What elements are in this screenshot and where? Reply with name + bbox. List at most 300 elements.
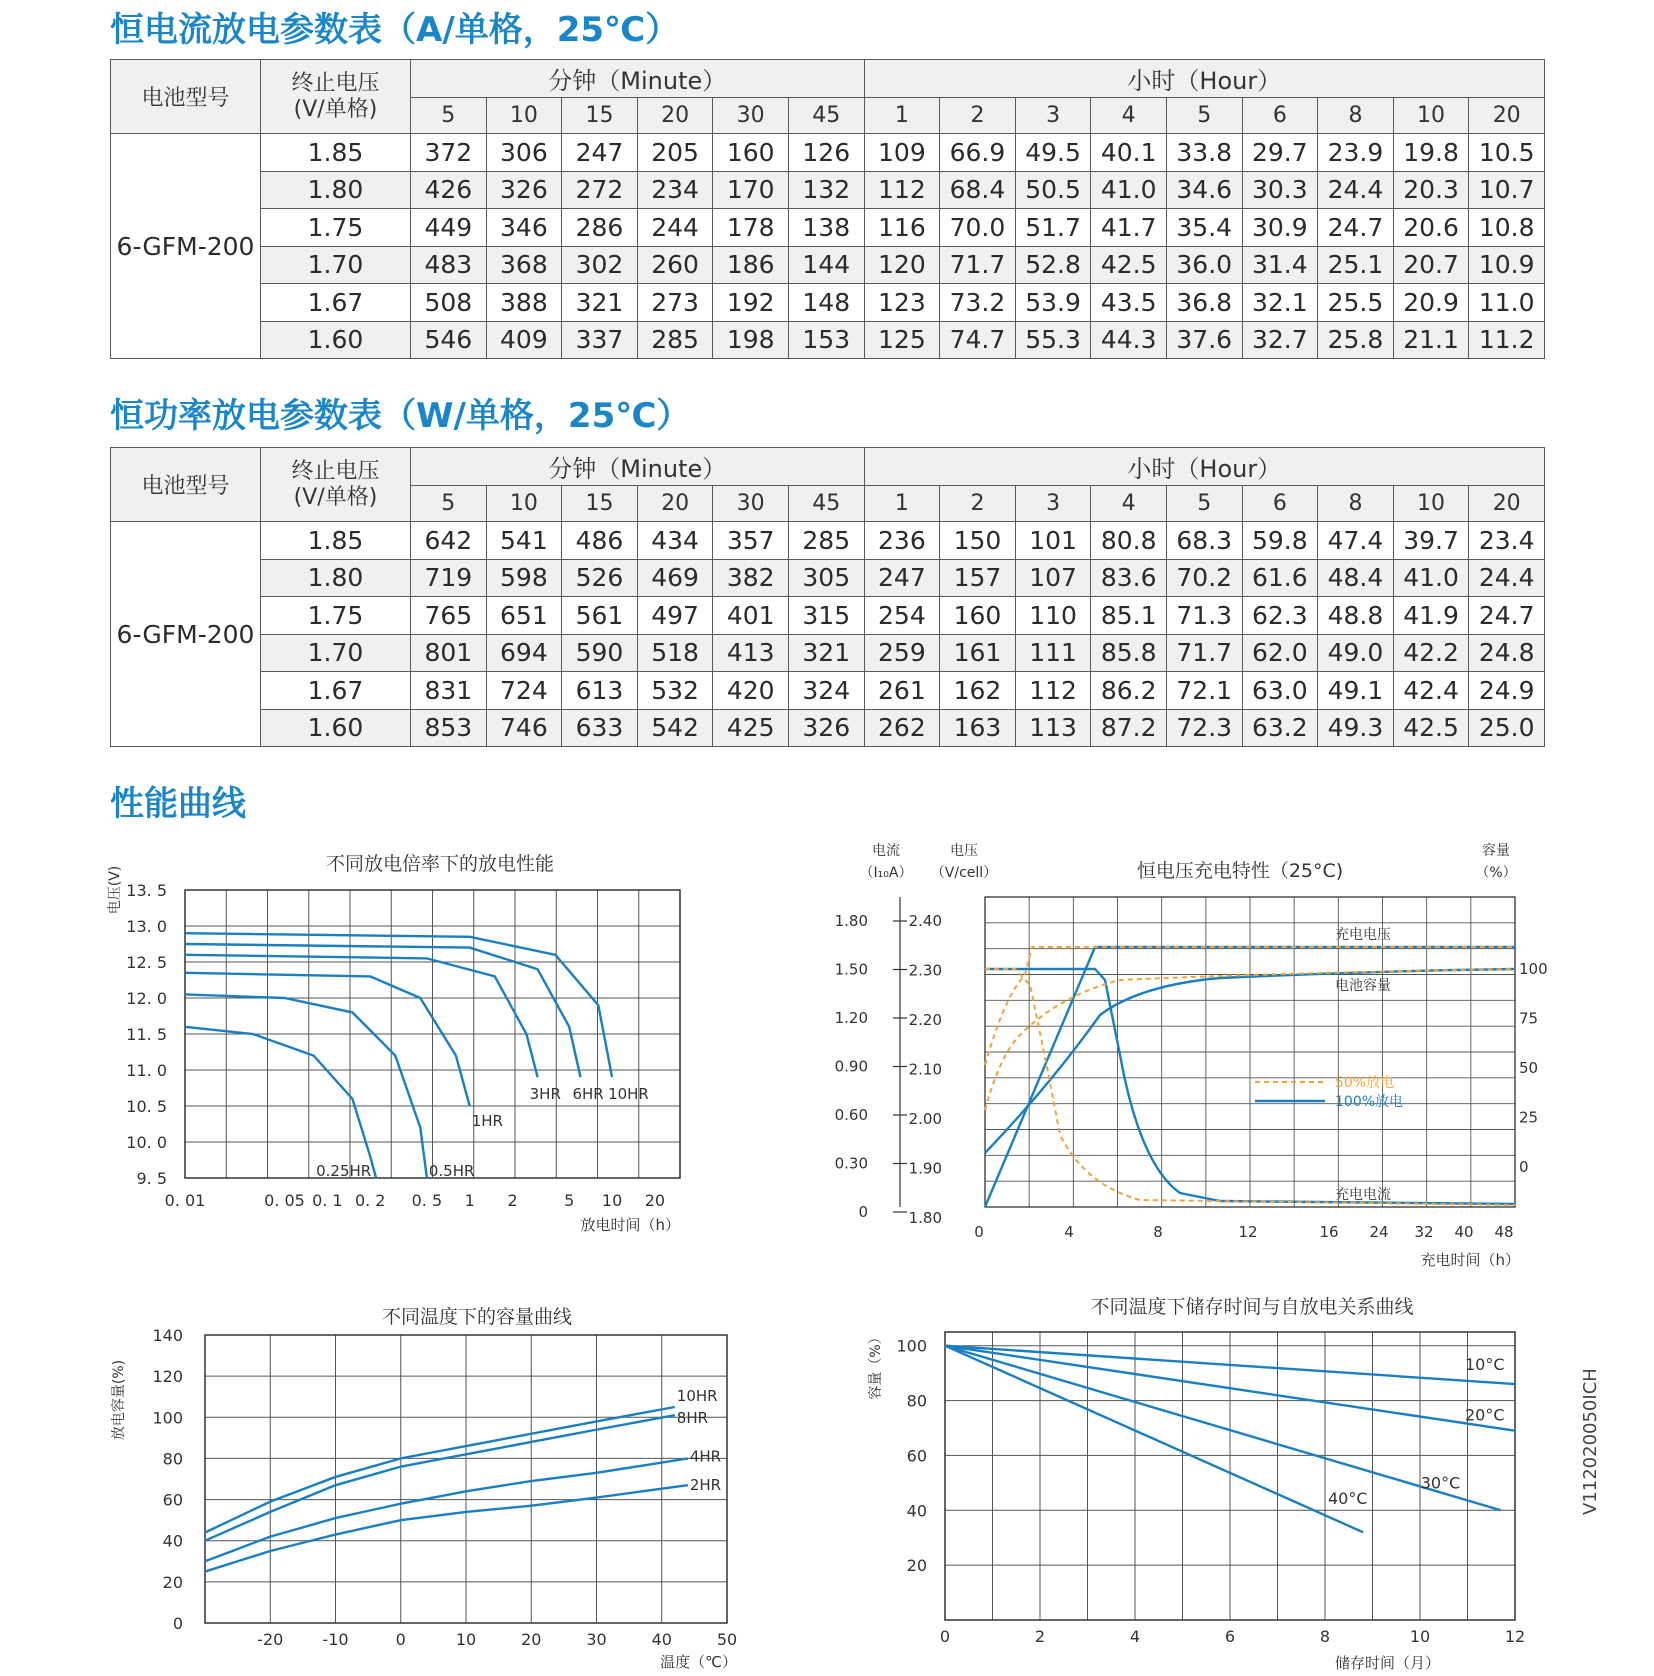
value-cell: 326 <box>788 709 864 747</box>
header-hour-col: 5 <box>1166 98 1242 134</box>
header-minute-col: 30 <box>713 486 789 522</box>
value-cell: 32.1 <box>1242 284 1318 322</box>
value-cell: 724 <box>486 672 562 710</box>
header-hour-col: 8 <box>1318 486 1394 522</box>
header-hour-col: 2 <box>940 98 1016 134</box>
value-cell: 42.4 <box>1393 672 1469 710</box>
table-row <box>111 171 1545 209</box>
value-cell: 161 <box>940 634 1016 672</box>
voltage-tick-label: 2.40 <box>908 912 942 930</box>
table-row <box>111 321 1545 359</box>
value-cell: 112 <box>1015 672 1091 710</box>
header-minute-group: 分钟（Minute） <box>411 60 865 98</box>
value-cell: 42.5 <box>1393 709 1469 747</box>
value-cell: 192 <box>713 284 789 322</box>
header-model: 电池型号 <box>111 60 261 134</box>
value-cell: 150 <box>940 522 1016 560</box>
x-axis-label: 温度（℃） <box>660 1653 737 1671</box>
y-tick-label: 20 <box>162 1572 183 1592</box>
header-minute-col: 5 <box>411 98 487 134</box>
series-line <box>945 1346 1363 1533</box>
value-cell: 561 <box>562 597 638 635</box>
value-cell: 11.0 <box>1469 284 1545 322</box>
value-cell: 372 <box>411 134 487 172</box>
table-row <box>111 559 1545 597</box>
value-cell: 144 <box>788 246 864 284</box>
value-cell: 449 <box>411 209 487 247</box>
value-cell: 426 <box>411 171 487 209</box>
capacity-tick-label: 50 <box>1519 1059 1539 1077</box>
value-cell: 120 <box>864 246 940 284</box>
voltage-tick-label: 2.20 <box>908 1011 942 1029</box>
value-cell: 598 <box>486 559 562 597</box>
axis-header: 电流 <box>872 843 900 859</box>
header-minute-group: 分钟（Minute） <box>411 448 865 486</box>
value-cell: 746 <box>486 709 562 747</box>
value-cell: 71.7 <box>940 246 1016 284</box>
value-cell: 324 <box>788 672 864 710</box>
annotation-label: 电池容量 <box>1335 978 1391 994</box>
axis-header: （I₁₀A） <box>859 865 913 881</box>
value-cell: 11.2 <box>1469 321 1545 359</box>
x-tick-label: 12 <box>1504 1627 1526 1646</box>
voltage-tick-label: 1.80 <box>908 1209 942 1227</box>
value-cell: 10.8 <box>1469 209 1545 247</box>
voltage-cell: 1.80 <box>261 171 411 209</box>
chart-title: 不同温度下储存时间与自放电关系曲线 <box>1090 1296 1414 1318</box>
current-table-title: 恒电流放电参数表（A/单格，25℃） <box>110 10 680 50</box>
value-cell: 642 <box>411 522 487 560</box>
x-tick-label: -10 <box>322 1630 349 1649</box>
value-cell: 70.2 <box>1166 559 1242 597</box>
value-cell: 10.5 <box>1469 134 1545 172</box>
x-tick-label: 16 <box>1319 1223 1339 1241</box>
header-hour-col: 5 <box>1166 486 1242 522</box>
y-tick-label: 60 <box>906 1446 927 1466</box>
value-cell: 101 <box>1015 522 1091 560</box>
x-tick-label: 40 <box>651 1630 672 1649</box>
voltage-cell: 1.60 <box>261 709 411 747</box>
value-cell: 382 <box>713 559 789 597</box>
value-cell: 326 <box>486 171 562 209</box>
y-tick-label: 60 <box>162 1490 183 1510</box>
value-cell: 42.2 <box>1393 634 1469 672</box>
annotation-label: 充电电压 <box>1335 927 1391 943</box>
value-cell: 261 <box>864 672 940 710</box>
header-minute-col: 15 <box>562 98 638 134</box>
current-tick-label: 1.80 <box>834 912 868 930</box>
value-cell: 24.4 <box>1318 171 1394 209</box>
curves-title: 性能曲线 <box>110 784 246 824</box>
value-cell: 68.3 <box>1166 522 1242 560</box>
series-line <box>185 1027 376 1178</box>
annotation-label: 充电电流 <box>1335 1187 1391 1203</box>
series-line <box>205 1415 675 1540</box>
header-hour-col: 2 <box>940 486 1016 522</box>
value-cell: 62.0 <box>1242 634 1318 672</box>
value-cell: 401 <box>713 597 789 635</box>
x-tick-label: 50 <box>716 1630 738 1649</box>
value-cell: 33.8 <box>1166 134 1242 172</box>
current-tick-label: 0 <box>858 1203 868 1221</box>
x-tick-label: 30 <box>586 1630 607 1649</box>
temperature-capacity-chart <box>105 1290 745 1670</box>
series-line <box>185 994 427 1178</box>
model-cell: 6-GFM-200 <box>111 522 261 747</box>
value-cell: 546 <box>411 321 487 359</box>
x-tick-label: 0 <box>939 1627 951 1646</box>
value-cell: 153 <box>788 321 864 359</box>
y-tick-label: 12. 0 <box>126 989 167 1008</box>
x-tick-label: 6 <box>1224 1627 1236 1646</box>
y-tick-label: 100 <box>152 1408 183 1428</box>
value-cell: 87.2 <box>1091 709 1167 747</box>
value-cell: 162 <box>940 672 1016 710</box>
value-cell: 66.9 <box>940 134 1016 172</box>
header-minute-col: 30 <box>713 98 789 134</box>
value-cell: 285 <box>788 522 864 560</box>
value-cell: 247 <box>562 134 638 172</box>
voltage-cell: 1.85 <box>261 134 411 172</box>
value-cell: 425 <box>713 709 789 747</box>
value-cell: 526 <box>562 559 638 597</box>
x-tick-label: 48 <box>1494 1223 1514 1241</box>
x-tick-label: 2 <box>1034 1627 1046 1646</box>
value-cell: 43.5 <box>1091 284 1167 322</box>
chart-title: 恒电压充电特性（25°C) <box>1136 860 1344 882</box>
value-cell: 110 <box>1015 597 1091 635</box>
value-cell: 23.9 <box>1318 134 1394 172</box>
value-cell: 20.7 <box>1393 246 1469 284</box>
value-cell: 51.7 <box>1015 209 1091 247</box>
voltage-tick-label: 2.30 <box>908 961 942 980</box>
value-cell: 29.7 <box>1242 134 1318 172</box>
voltage-tick-label: 2.10 <box>908 1060 942 1079</box>
value-cell: 486 <box>562 522 638 560</box>
value-cell: 346 <box>486 209 562 247</box>
header-hour-col: 20 <box>1469 98 1545 134</box>
value-cell: 260 <box>637 246 713 284</box>
value-cell: 132 <box>788 171 864 209</box>
value-cell: 236 <box>864 522 940 560</box>
value-cell: 10.7 <box>1469 171 1545 209</box>
self-discharge-chart <box>860 1285 1540 1670</box>
value-cell: 633 <box>562 709 638 747</box>
voltage-tick-label: 1.90 <box>908 1159 942 1178</box>
value-cell: 72.3 <box>1166 709 1242 747</box>
value-cell: 508 <box>411 284 487 322</box>
y-axis-label: 放电容量(%) <box>111 1359 127 1441</box>
value-cell: 49.3 <box>1318 709 1394 747</box>
value-cell: 59.8 <box>1242 522 1318 560</box>
y-tick-label: 20 <box>906 1556 927 1576</box>
x-tick-label: 2 <box>507 1191 518 1210</box>
value-cell: 244 <box>637 209 713 247</box>
value-cell: 25.1 <box>1318 246 1394 284</box>
value-cell: 53.9 <box>1015 284 1091 322</box>
series-label: 10HR <box>676 1387 718 1405</box>
header-hour-col: 10 <box>1393 98 1469 134</box>
header-hour-col: 4 <box>1091 486 1167 522</box>
series-label: 10°C <box>1465 1355 1505 1375</box>
value-cell: 532 <box>637 672 713 710</box>
header-minute-col: 45 <box>788 486 864 522</box>
x-tick-label: 20 <box>644 1191 666 1210</box>
value-cell: 31.4 <box>1242 246 1318 284</box>
table-row <box>111 209 1545 247</box>
y-tick-label: 100 <box>896 1336 927 1356</box>
value-cell: 198 <box>713 321 789 359</box>
x-tick-label: 0. 1 <box>312 1191 343 1210</box>
capacity-tick-label: 25 <box>1519 1108 1539 1127</box>
x-tick-label: 0. 2 <box>354 1191 386 1210</box>
table-row <box>111 522 1545 560</box>
table-row <box>111 246 1545 284</box>
value-cell: 469 <box>637 559 713 597</box>
value-cell: 39.7 <box>1393 522 1469 560</box>
capacity-tick-label: 75 <box>1519 1009 1539 1028</box>
value-cell: 368 <box>486 246 562 284</box>
x-tick-label: 0 <box>974 1223 984 1241</box>
table-row <box>111 597 1545 635</box>
value-cell: 148 <box>788 284 864 322</box>
header-hour-col: 8 <box>1318 98 1394 134</box>
value-cell: 613 <box>562 672 638 710</box>
x-tick-label: 5 <box>564 1191 575 1210</box>
value-cell: 24.7 <box>1469 597 1545 635</box>
value-cell: 73.2 <box>940 284 1016 322</box>
value-cell: 126 <box>788 134 864 172</box>
value-cell: 315 <box>788 597 864 635</box>
value-cell: 157 <box>940 559 1016 597</box>
header-minute-col: 15 <box>562 486 638 522</box>
x-tick-label: 4 <box>1064 1223 1074 1241</box>
value-cell: 765 <box>411 597 487 635</box>
x-tick-label: 0. 05 <box>264 1191 305 1210</box>
value-cell: 21.1 <box>1393 321 1469 359</box>
legend-label: 100%放电 <box>1335 1094 1404 1110</box>
y-axis-label: 容量（%） <box>868 1330 884 1400</box>
series-label: 30°C <box>1420 1473 1461 1493</box>
value-cell: 160 <box>940 597 1016 635</box>
x-tick-label: 24 <box>1369 1223 1389 1241</box>
value-cell: 542 <box>637 709 713 747</box>
x-tick-label: 4 <box>1129 1627 1141 1646</box>
value-cell: 113 <box>1015 709 1091 747</box>
value-cell: 41.0 <box>1091 171 1167 209</box>
value-cell: 234 <box>637 171 713 209</box>
y-tick-label: 140 <box>152 1326 183 1345</box>
header-hour-col: 6 <box>1242 486 1318 522</box>
header-cutoff-voltage: 终止电压 (V/单格) <box>261 448 411 522</box>
table-row <box>111 709 1545 747</box>
value-cell: 285 <box>637 321 713 359</box>
value-cell: 47.4 <box>1318 522 1394 560</box>
x-tick-label: 12 <box>1238 1223 1258 1241</box>
value-cell: 24.4 <box>1469 559 1545 597</box>
value-cell: 272 <box>562 171 638 209</box>
y-tick-label: 13. 0 <box>126 917 167 936</box>
constant-current-table <box>110 59 1545 359</box>
value-cell: 30.9 <box>1242 209 1318 247</box>
header-model: 电池型号 <box>111 448 261 522</box>
x-tick-label: -20 <box>257 1630 284 1649</box>
series-label: 1HR <box>471 1112 503 1130</box>
axis-header: 容量 <box>1482 843 1510 859</box>
y-tick-label: 40 <box>906 1501 927 1521</box>
value-cell: 62.3 <box>1242 597 1318 635</box>
value-cell: 259 <box>864 634 940 672</box>
value-cell: 321 <box>788 634 864 672</box>
x-tick-label: 0 <box>395 1630 406 1649</box>
header-hour-col: 3 <box>1015 98 1091 134</box>
value-cell: 85.1 <box>1091 597 1167 635</box>
value-cell: 853 <box>411 709 487 747</box>
series-line <box>185 973 470 1106</box>
value-cell: 49.5 <box>1015 134 1091 172</box>
value-cell: 321 <box>562 284 638 322</box>
x-tick-label: 8 <box>1319 1627 1331 1646</box>
value-cell: 68.4 <box>940 171 1016 209</box>
voltage-cell: 1.80 <box>261 559 411 597</box>
value-cell: 434 <box>637 522 713 560</box>
value-cell: 109 <box>864 134 940 172</box>
value-cell: 41.0 <box>1393 559 1469 597</box>
value-cell: 50.5 <box>1015 171 1091 209</box>
x-axis-label: 储存时间（月） <box>1334 1654 1440 1672</box>
capacity-tick-label: 0 <box>1519 1158 1529 1176</box>
value-cell: 590 <box>562 634 638 672</box>
chart-title: 不同温度下的容量曲线 <box>381 1306 573 1328</box>
header-minute-col: 20 <box>637 486 713 522</box>
discharge-rate-chart <box>105 840 745 1280</box>
value-cell: 24.8 <box>1469 634 1545 672</box>
current-tick-label: 0.90 <box>834 1057 868 1076</box>
value-cell: 49.1 <box>1318 672 1394 710</box>
voltage-cell: 1.60 <box>261 321 411 359</box>
value-cell: 41.7 <box>1091 209 1167 247</box>
value-cell: 801 <box>411 634 487 672</box>
value-cell: 306 <box>486 134 562 172</box>
current-tick-label: 0.60 <box>834 1106 868 1124</box>
value-cell: 70.0 <box>940 209 1016 247</box>
header-cutoff-voltage: 终止电压 (V/单格) <box>261 60 411 134</box>
x-tick-label: 0. 01 <box>164 1191 206 1210</box>
value-cell: 20.9 <box>1393 284 1469 322</box>
value-cell: 80.8 <box>1091 522 1167 560</box>
header-hour-col: 1 <box>864 486 940 522</box>
table-row <box>111 634 1545 672</box>
value-cell: 163 <box>940 709 1016 747</box>
header-minute-col: 10 <box>486 98 562 134</box>
header-hour-col: 6 <box>1242 98 1318 134</box>
voltage-cell: 1.85 <box>261 522 411 560</box>
current-tick-label: 1.20 <box>834 1009 868 1027</box>
value-cell: 83.6 <box>1091 559 1167 597</box>
series-label: 40°C <box>1328 1489 1368 1509</box>
value-cell: 32.7 <box>1242 321 1318 359</box>
value-cell: 178 <box>713 209 789 247</box>
value-cell: 36.0 <box>1166 246 1242 284</box>
value-cell: 409 <box>486 321 562 359</box>
series-label: 8HR <box>676 1409 709 1428</box>
value-cell: 63.2 <box>1242 709 1318 747</box>
value-cell: 34.6 <box>1166 171 1242 209</box>
y-tick-label: 0 <box>172 1614 183 1633</box>
series-label: 0.5HR <box>428 1162 475 1180</box>
table-row <box>111 134 1545 172</box>
table-row <box>111 284 1545 322</box>
y-tick-label: 12. 5 <box>126 953 167 972</box>
value-cell: 116 <box>864 209 940 247</box>
series-line <box>205 1407 675 1532</box>
value-cell: 160 <box>713 134 789 172</box>
y-tick-label: 10. 0 <box>126 1133 167 1152</box>
value-cell: 63.0 <box>1242 672 1318 710</box>
power-table-title: 恒功率放电参数表（W/单格，25℃） <box>110 396 691 436</box>
capacity-tick-label: 100 <box>1519 960 1548 978</box>
version-code: V112020050ICH <box>1580 1368 1601 1515</box>
header-minute-col: 10 <box>486 486 562 522</box>
value-cell: 10.9 <box>1469 246 1545 284</box>
voltage-cell: 1.67 <box>261 672 411 710</box>
value-cell: 20.3 <box>1393 171 1469 209</box>
y-axis-label: 电压(V) <box>107 865 123 915</box>
y-tick-label: 11. 0 <box>126 1061 167 1080</box>
value-cell: 52.8 <box>1015 246 1091 284</box>
value-cell: 357 <box>713 522 789 560</box>
value-cell: 61.6 <box>1242 559 1318 597</box>
value-cell: 48.8 <box>1318 597 1394 635</box>
voltage-cell: 1.70 <box>261 246 411 284</box>
header-hour-col: 3 <box>1015 486 1091 522</box>
axis-header: 电压 <box>950 843 978 859</box>
value-cell: 518 <box>637 634 713 672</box>
voltage-cell: 1.70 <box>261 634 411 672</box>
value-cell: 388 <box>486 284 562 322</box>
value-cell: 41.9 <box>1393 597 1469 635</box>
value-cell: 651 <box>486 597 562 635</box>
value-cell: 123 <box>864 284 940 322</box>
value-cell: 302 <box>562 246 638 284</box>
value-cell: 35.4 <box>1166 209 1242 247</box>
value-cell: 111 <box>1015 634 1091 672</box>
charge-characteristic-chart <box>820 835 1548 1275</box>
current-tick-label: 1.50 <box>834 960 868 979</box>
series-label: 3HR <box>529 1085 561 1104</box>
value-cell: 25.0 <box>1469 709 1545 747</box>
x-axis-label: 充电时间（h） <box>1420 1251 1520 1269</box>
value-cell: 719 <box>411 559 487 597</box>
y-tick-label: 80 <box>906 1391 927 1411</box>
value-cell: 48.4 <box>1318 559 1394 597</box>
constant-power-table <box>110 447 1545 747</box>
value-cell: 71.7 <box>1166 634 1242 672</box>
value-cell: 112 <box>864 171 940 209</box>
value-cell: 30.3 <box>1242 171 1318 209</box>
y-tick-label: 11. 5 <box>126 1025 167 1044</box>
model-cell: 6-GFM-200 <box>111 134 261 359</box>
value-cell: 125 <box>864 321 940 359</box>
series-label: 4HR <box>689 1447 722 1466</box>
header-hour-group: 小时（Hour） <box>864 60 1544 98</box>
header-hour-col: 1 <box>864 98 940 134</box>
series-label: 10HR <box>608 1085 649 1104</box>
value-cell: 42.5 <box>1091 246 1167 284</box>
header-hour-col: 4 <box>1091 98 1167 134</box>
value-cell: 694 <box>486 634 562 672</box>
value-cell: 44.3 <box>1091 321 1167 359</box>
